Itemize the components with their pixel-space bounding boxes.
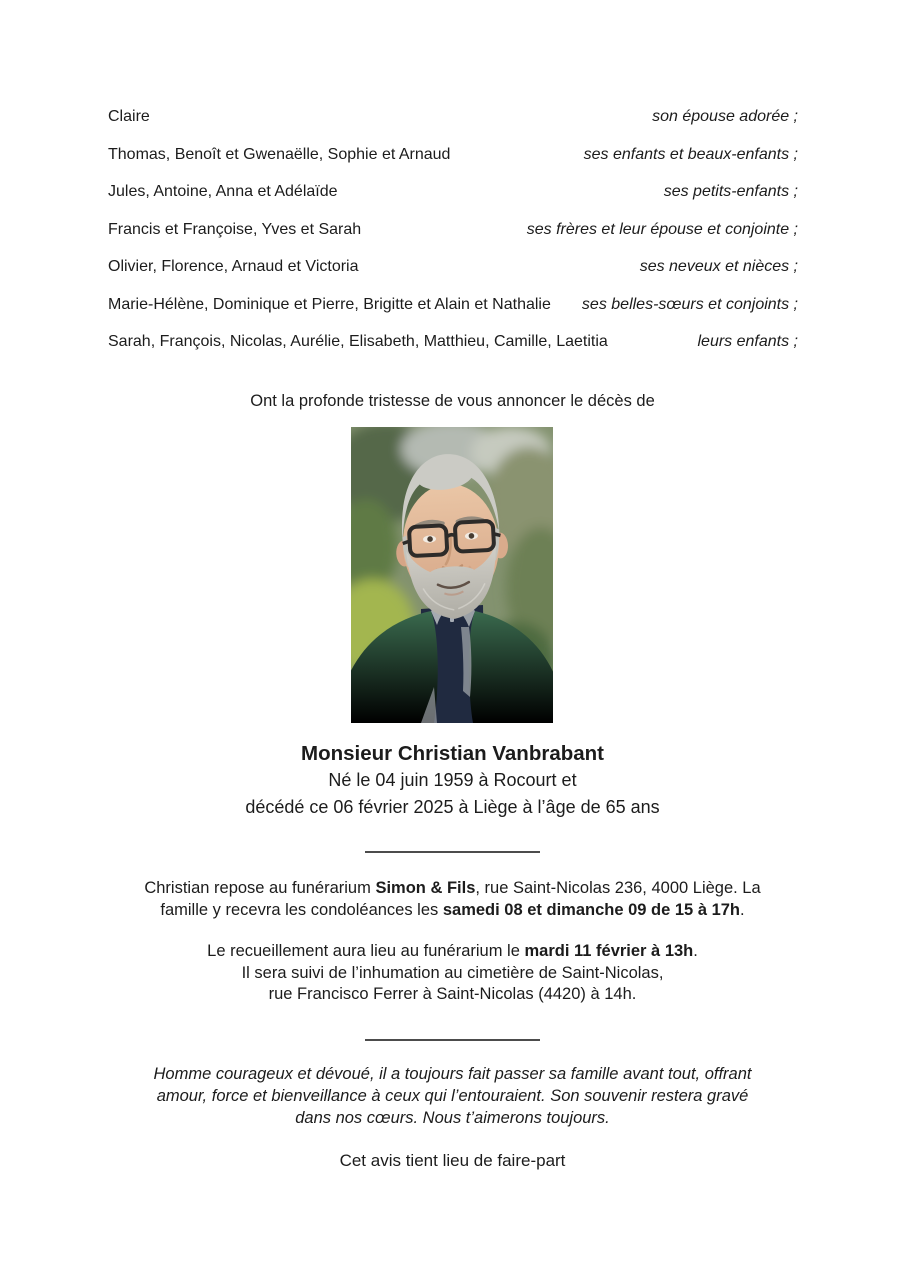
ceremony-line-2: Il sera suivi de l’inhumation au cimetière de Saint-Nicolas, (241, 963, 664, 982)
family-row (108, 332, 798, 351)
family-relation: leurs enfants ; (697, 333, 798, 350)
family-names: Claire (108, 108, 150, 125)
closing-text: Cet avis tient lieu de faire-part (339, 1151, 566, 1170)
family-row (108, 295, 798, 314)
family-relation: ses petits-enfants ; (663, 183, 798, 200)
deceased-block (0, 741, 905, 821)
family-row (108, 257, 798, 276)
family-names: Jules, Antoine, Anna et Adélaïde (108, 183, 338, 200)
family-relation: ses enfants et beaux-enfants ; (583, 145, 798, 163)
tribute-line-2: amour, force et bienveillance à ceux qui l’entouraient. Son souvenir restera gravé (156, 1086, 749, 1105)
tribute-line-1: Homme courageux et dévoué, il a toujours fait passer sa famille avant tout, offrant (153, 1065, 752, 1083)
family-row (108, 145, 798, 164)
ceremony-line-1: Le recueillement aura lieu au funérarium le mardi 11 février à 13h. (207, 942, 698, 960)
deceased-name: Monsieur Christian Vanbrabant (301, 742, 604, 765)
family-relation: son épouse adorée ; (652, 108, 798, 125)
wake-line-1: Christian repose au funérarium Simon & Fils, rue Saint-Nicolas 236, 4000 Liège. La (144, 879, 761, 897)
death-line: décédé ce 06 février 2025 à Liège à l’âge de 65 ans (245, 797, 660, 817)
tribute-paragraph (100, 1064, 805, 1129)
ceremony-line-3: rue Francisco Ferrer à Saint-Nicolas (4420) à 14h. (268, 985, 637, 1003)
family-row (108, 182, 798, 201)
family-row (108, 220, 798, 239)
family-relation: ses frères et leur épouse et conjointe ; (526, 220, 798, 238)
wake-line-2: famille y recevra les condoléances les samedi 08 et dimanche 09 de 15 à 17h. (160, 900, 745, 919)
family-names: Olivier, Florence, Arnaud et Victoria (108, 258, 359, 275)
announcement-text: Ont la profonde tristesse de vous annoncer le décès de (250, 392, 655, 410)
family-names: Marie-Hélène, Dominique et Pierre, Brigitte et Alain et Nathalie (108, 295, 551, 313)
family-row (108, 107, 798, 126)
section-divider (365, 1039, 540, 1041)
family-relation: ses neveux et nièces ; (639, 258, 798, 275)
section-divider (365, 851, 540, 853)
family-relation: ses belles-sœurs et conjoints ; (581, 295, 798, 313)
family-names: Thomas, Benoît et Gwenaëlle, Sophie et Arnaud (108, 145, 451, 163)
family-names: Sarah, François, Nicolas, Aurélie, Elisabeth, Matthieu, Camille, Laetitia (108, 333, 608, 350)
birth-line: Né le 04 juin 1959 à Rocourt et (328, 770, 577, 790)
portrait-photo (351, 427, 553, 723)
tribute-line-3: dans nos cœurs. Nous t’aimerons toujours. (295, 1108, 610, 1127)
portrait-photo-svg (351, 427, 553, 723)
family-list (108, 107, 798, 370)
ceremony-paragraph (100, 941, 805, 1006)
wake-paragraph (100, 878, 805, 921)
family-names: Francis et Françoise, Yves et Sarah (108, 220, 362, 238)
